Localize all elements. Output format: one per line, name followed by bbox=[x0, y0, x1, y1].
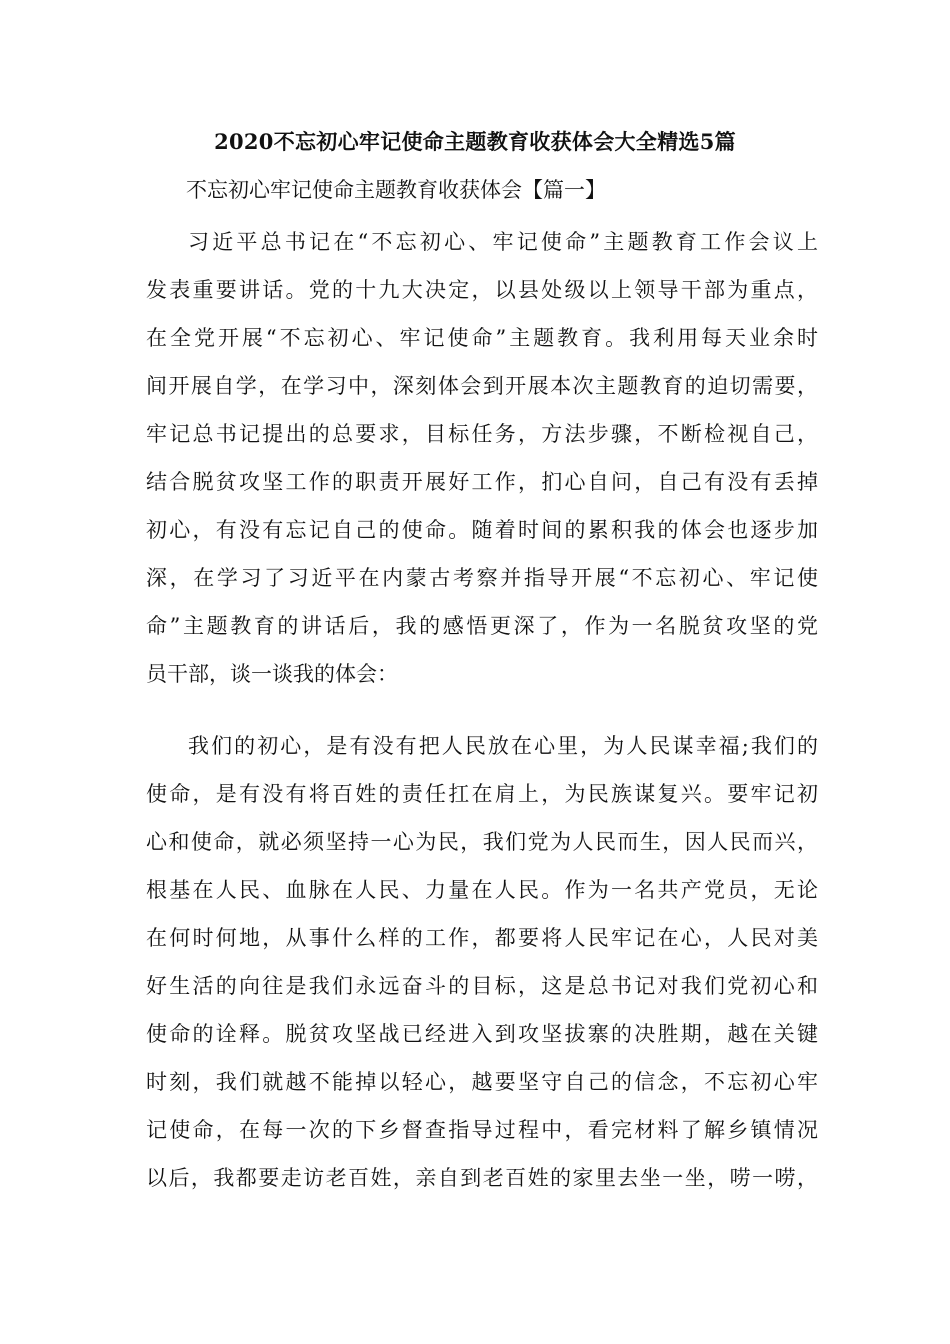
paragraph-line: 深，在学习了习近平在内蒙古考察并指导开展“不忘初心、牢记使 bbox=[146, 566, 818, 590]
document-title: 2020不忘初心牢记使命主题教育收获体会大全精选5篇 bbox=[214, 129, 736, 154]
paragraph-line: 好生活的向往是我们永远奋斗的目标，这是总书记对我们党初心和 bbox=[146, 974, 818, 998]
paragraph-line: 时刻，我们就越不能掉以轻心，越要坚守自己的信念，不忘初心牢 bbox=[146, 1070, 818, 1094]
paragraph-2 bbox=[146, 722, 818, 1202]
paragraph-line: 牢记总书记提出的总要求，目标任务，方法步骤，不断检视自己， bbox=[146, 422, 818, 446]
section-heading: 不忘初心牢记使命主题教育收获体会【篇一】 bbox=[186, 178, 606, 202]
paragraph-line: 习近平总书记在“不忘初心、牢记使命”主题教育工作会议上 bbox=[188, 230, 818, 254]
paragraph-line: 命”主题教育的讲话后，我的感悟更深了，作为一名脱贫攻坚的党 bbox=[146, 614, 818, 638]
paragraph-line: 使命，是有没有将百姓的责任扛在肩上，为民族谋复兴。要牢记初 bbox=[146, 782, 818, 806]
paragraph-line: 初心，有没有忘记自己的使命。随着时间的累积我的体会也逐步加 bbox=[146, 518, 818, 542]
paragraph-line: 在全党开展“不忘初心、牢记使命”主题教育。我利用每天业余时 bbox=[146, 326, 818, 350]
paragraph-line: 我们的初心，是有没有把人民放在心里，为人民谋幸福;我们的 bbox=[188, 734, 818, 758]
paragraph-line: 在何时何地，从事什么样的工作，都要将人民牢记在心，人民对美 bbox=[146, 926, 818, 950]
paragraph-line: 发表重要讲话。党的十九大决定，以县处级以上领导干部为重点， bbox=[146, 278, 818, 302]
paragraph-1 bbox=[146, 218, 818, 698]
paragraph-line: 使命的诠释。脱贫攻坚战已经进入到攻坚拔寨的决胜期，越在关键 bbox=[146, 1022, 818, 1046]
paragraph-line: 间开展自学，在学习中，深刻体会到开展本次主题教育的迫切需要， bbox=[146, 374, 818, 398]
paragraph-line: 员干部，谈一谈我的体会： bbox=[146, 662, 398, 686]
paragraph-line: 根基在人民、血脉在人民、力量在人民。作为一名共产党员，无论 bbox=[146, 878, 818, 902]
paragraph-line: 记使命，在每一次的下乡督查指导过程中，看完材料了解乡镇情况 bbox=[146, 1118, 818, 1142]
paragraph-line: 心和使命，就必须坚持一心为民，我们党为人民而生，因人民而兴， bbox=[146, 830, 818, 854]
paragraph-line: 以后，我都要走访老百姓，亲自到老百姓的家里去坐一坐，唠一唠， bbox=[146, 1166, 818, 1190]
paragraph-line: 结合脱贫攻坚工作的职责开展好工作，扪心自问，自己有没有丢掉 bbox=[146, 470, 818, 494]
